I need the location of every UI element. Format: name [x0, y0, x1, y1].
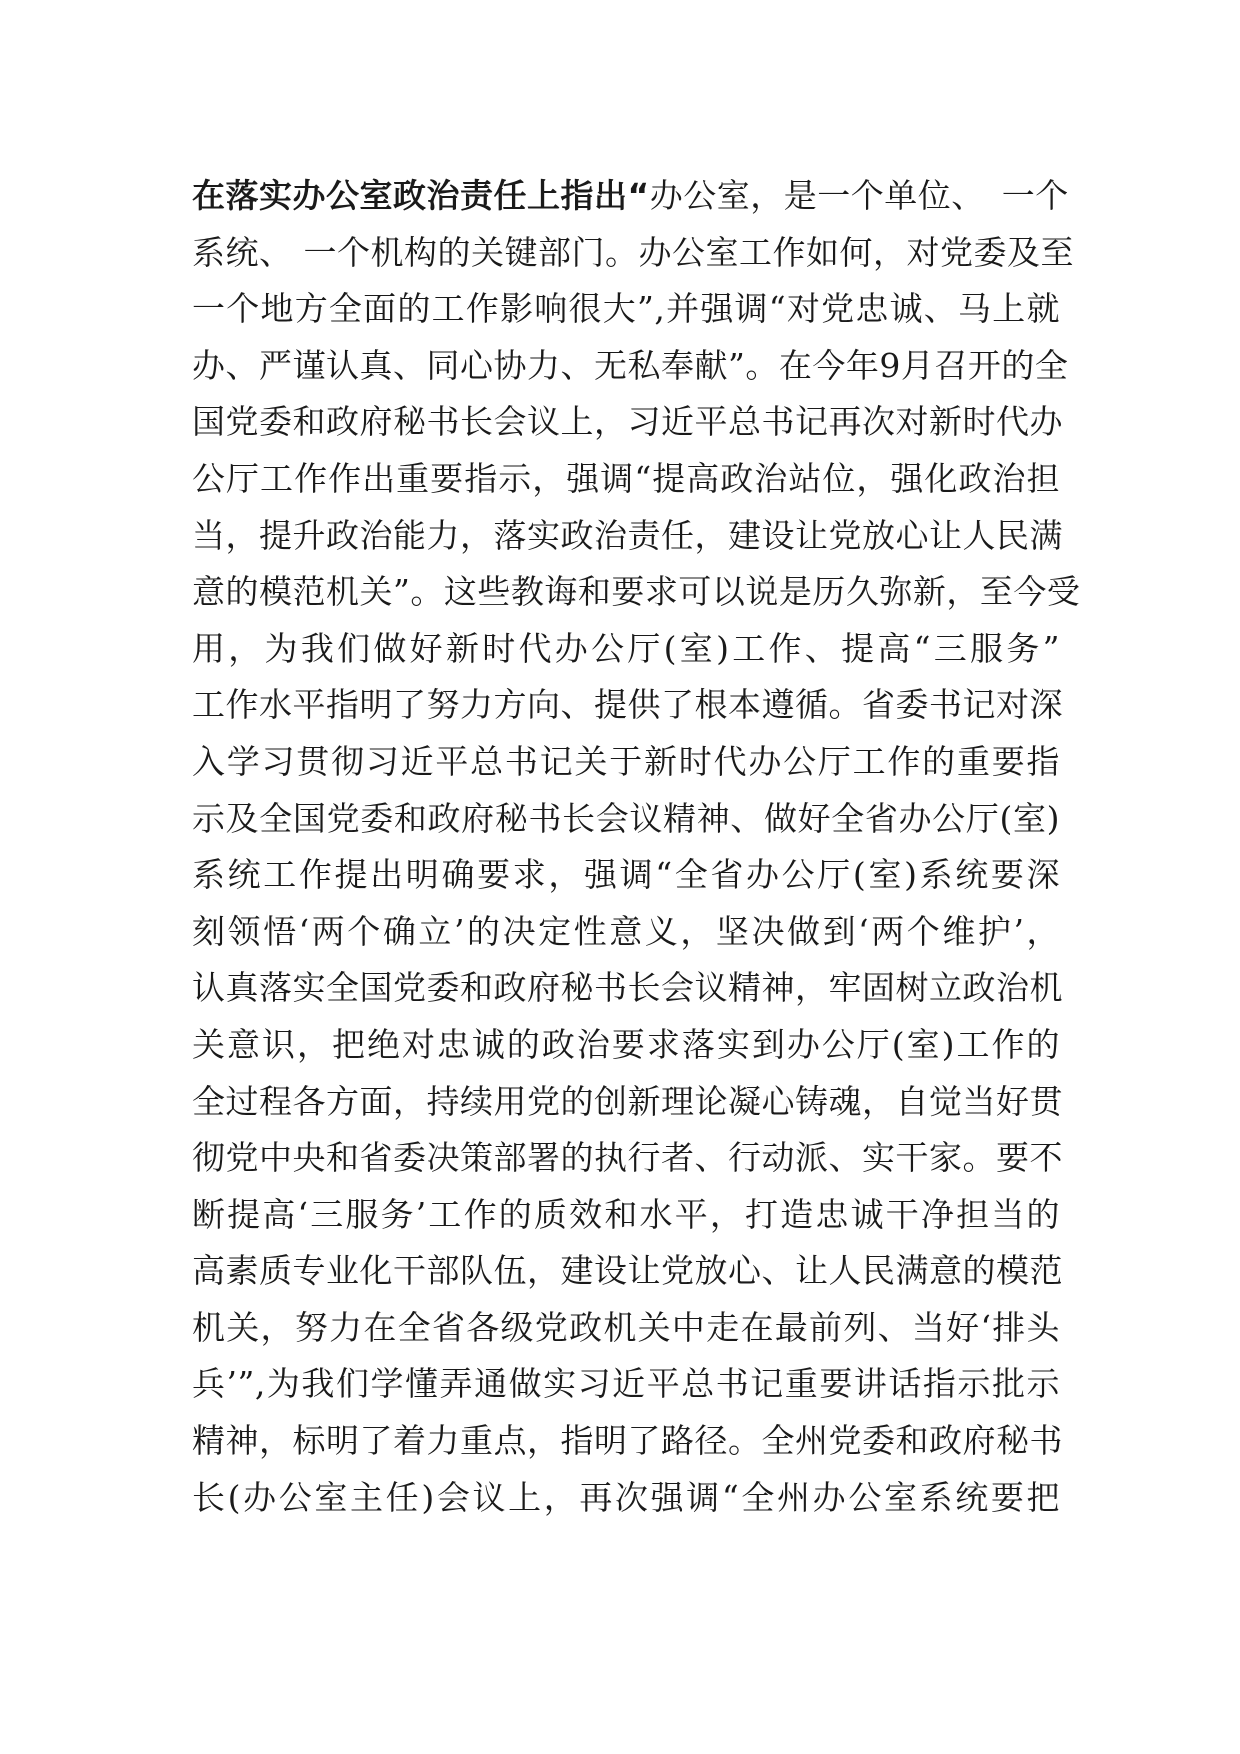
line-text: 兵’”,为我们学懂弄通做实习近平总书记重要讲话指示批示 — [192, 1364, 1060, 1404]
text-line — [192, 621, 1060, 678]
line-text: 关意识，把绝对忠诚的政治要求落实到办公厅(室)工作的 — [192, 1024, 1060, 1064]
text-line — [192, 508, 1063, 565]
text-line — [192, 1300, 1060, 1357]
text-line — [192, 960, 1063, 1017]
line-text: 认真落实全国党委和政府秘书长会议精神，牢固树立政治机 — [192, 968, 1063, 1008]
text-line — [192, 1130, 1063, 1187]
text-line — [192, 225, 1074, 282]
text-line — [192, 338, 1069, 395]
line-text: 用，为我们做好新时代办公厅(室)工作、提高“三服务” — [192, 628, 1060, 668]
text-line — [192, 168, 1069, 225]
text-line — [192, 677, 1063, 734]
text-line — [192, 847, 1060, 904]
line-text: 系统、 一个机构的关键部门。办公室工作如何，对党委及至 — [192, 232, 1074, 272]
text-line — [192, 451, 1060, 508]
line-text: 公厅工作作出重要指示，强调“提高政治站位，强化政治担 — [192, 458, 1060, 498]
text-line — [192, 1356, 1060, 1413]
line-text: 全过程各方面，持续用党的创新理论凝心铸魂，自觉当好贯 — [192, 1081, 1063, 1121]
line-text: 办公室，是一个单位、 一个 — [649, 176, 1069, 215]
line-text: 精神，标明了着力重点，指明了路径。全州党委和政府秘书 — [192, 1421, 1063, 1461]
line-text: 一个地方全面的工作影响很大”,并强调“对党忠诚、马上就 — [192, 289, 1060, 329]
text-line — [192, 1470, 1060, 1527]
text-line — [192, 791, 1060, 848]
text-line — [192, 1017, 1060, 1074]
text-line — [192, 1187, 1060, 1244]
line-text: 示及全国党委和政府秘书长会议精神、做好全省办公厅(室) — [192, 798, 1060, 838]
line-text: 国党委和政府秘书长会议上，习近平总书记再次对新时代办 — [192, 402, 1063, 442]
line-text: 彻党中央和省委决策部署的执行者、行动派、实干家。要不 — [192, 1138, 1063, 1178]
text-line — [192, 564, 1081, 621]
text-line — [192, 1243, 1063, 1300]
line-text: 高素质专业化干部队伍，建设让党放心、让人民满意的模范 — [192, 1251, 1063, 1291]
line-text: 意的模范机关”。这些教诲和要求可以说是历久弥新，至今受 — [192, 572, 1081, 612]
line-text: 刻领悟‘两个确立’的决定性意义，坚决做到‘两个维护’， — [192, 911, 1060, 951]
text-line — [192, 281, 1060, 338]
line-text: 当，提升政治能力，落实政治责任，建设让党放心让人民满 — [192, 515, 1063, 555]
body-text — [192, 168, 1081, 1526]
line-text: 办、严谨认真、同心协力、无私奉献”。在今年9月召开的全 — [192, 345, 1069, 385]
text-line — [192, 1413, 1063, 1470]
text-line — [192, 394, 1063, 451]
text-line — [192, 1074, 1063, 1131]
line-text: 长(办公室主任)会议上，再次强调“全州办公室系统要把 — [192, 1477, 1060, 1517]
line-text: 入学习贯彻习近平总书记关于新时代办公厅工作的重要指 — [192, 741, 1060, 781]
line-text: 系统工作提出明确要求，强调“全省办公厅(室)系统要深 — [192, 855, 1060, 895]
line-text: 断提高‘三服务’工作的质效和水平，打造忠诚干净担当的 — [192, 1194, 1060, 1234]
line-text: 工作水平指明了努力方向、提供了根本遵循。省委书记对深 — [192, 685, 1063, 725]
text-line — [192, 904, 1060, 961]
line-text: 机关，努力在全省各级党政机关中走在最前列、当好‘排头 — [192, 1307, 1060, 1347]
bold-lead-text: 在落实办公室政治责任上指出“ — [192, 176, 650, 215]
text-line — [192, 734, 1060, 791]
